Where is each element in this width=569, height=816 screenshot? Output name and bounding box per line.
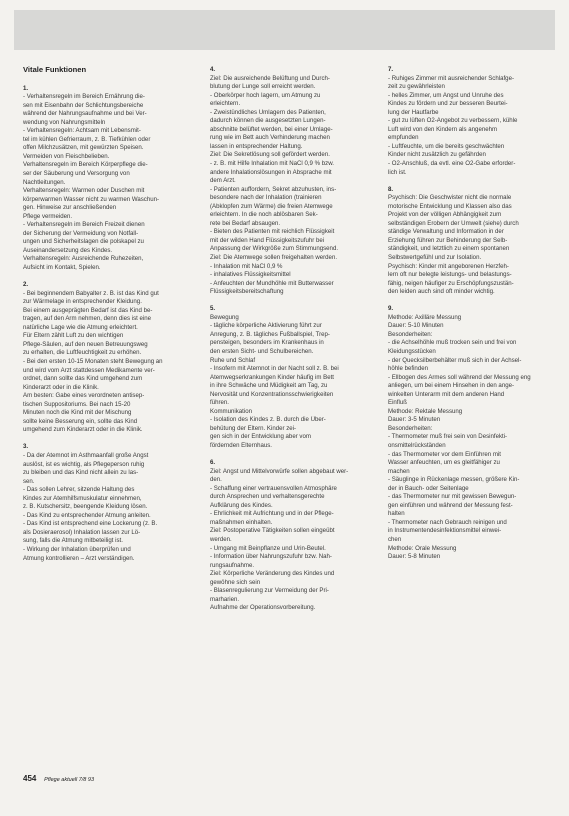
text-line: Pflege-Säulen, auf den neuen Betreuungsweg [23,340,148,348]
text-line: lern oft nur belegte leistungs- und belastungs- [388,271,512,279]
text-line: dadurch können die ausgesetzten Lungen- [210,117,326,125]
text-line: in ihre Schwäche und Müdigkeit am Tag, zu [210,382,328,390]
text-line: wendung von Nahrungsmitteln [23,118,106,126]
text-line: Verhaltensregeln im Bereich Körperpflege die- [23,161,148,169]
text-line: zu erhalten, die Luftfeuchtigkeit zu erhöhen. [23,349,142,357]
text-line: chen [388,535,402,543]
text-line: - Bieten des Patienten mit reichlich Flüssigkeit [210,228,335,236]
text-line: - Ellbogen des Armes soll während der Messung eng [388,373,531,381]
text-line: onsmittelrückständen [388,441,446,449]
text-line: fähig, neigen häufiger zu Erschöpfungszustän- [388,279,514,287]
text-line: - Thermometer muß frei sein von Desinfekti- [388,433,508,441]
text-line: selbständigen Erobern der Umwelt (siehe) durch [388,219,519,227]
answer-number: 3. [23,443,29,451]
text-line: lassen in entsprechender Haltung. [210,142,303,150]
text-line: - Anfeuchten der Mundhöhle mit Butterwasser [210,279,334,287]
text-line: der in Bauch- oder Seitenlage [388,484,469,492]
header-band [14,10,555,50]
article-heading: Vitale Funktionen [23,65,87,74]
text-line: Dauer: 5-10 Minuten [388,322,444,330]
text-line: als Dosieraerosol) Inhalation lassen zur Lö- [23,528,141,536]
text-line: Pflege vermeiden. [23,212,73,220]
journal-name: Pflege aktuell 7/8 93 [44,777,95,783]
text-line: Projekt von der völligen Abhängigkeit zum [388,211,502,219]
text-line: - Das sollen Lehrer, sitzende Haltung des [23,486,135,494]
text-line: rete bei Bedarf absaugen. [210,219,281,227]
column-middle [210,66,380,621]
text-line: mit der wilden Hand Flüssigkeitszufuhr bei [210,236,325,244]
text-line: Flüssigkeitsbereitschaftung [210,288,284,296]
answer-block [210,459,380,613]
text-line: - Zweistündliches Umlagern des Patienten, [210,108,326,116]
text-line: - Säuglinge in Rückenlage messen, größere Kin- [388,476,520,484]
text-line: sung, falls die Atmung mitbeteiligt ist. [23,537,123,545]
text-line: Für Eltern zählt Luft zu den wichtigen [23,332,124,340]
text-line: Atemwegserkrankungen Kinder häufig im Bett [210,373,334,381]
text-line: - Ehrlichkeit mit Aufrichtung und in der Pflege- [210,510,334,518]
text-line: Nachtleitungen. [23,178,66,186]
text-line: - Ruhiges Zimmer mit ausreichender Schlafge- [388,74,514,82]
text-line: - Da der Atemnot im Asthmaanfall große Angst [23,451,149,459]
text-line: Aufsicht im Kontakt, Spielen. [23,264,101,272]
text-line: - Luftfeuchte, um die bereits geschwächten [388,142,505,150]
text-line: sen mit Eisenbahn der Schlichtungsbereiche [23,101,144,109]
text-line: Verhaltensregeln: Warmen oder Duschen mit [23,187,145,195]
text-line: rung wie im Bett auch Verhinderung machen [210,134,330,142]
text-line: Methode: Axilläre Messung [388,313,462,321]
text-line: Erziehung führen zur Behinderung der Selb- [388,236,508,244]
text-line: der Sicherung der Vermeidung von Notfall- [23,229,139,237]
text-line: - z. B. mit Hilfe Inhalation mit NaCl 0,9 % bzw. [210,160,334,168]
text-line: halten [388,510,405,518]
answer-block [388,305,554,561]
text-line: Dauer: 3-5 Minuten [388,416,441,424]
text-line: Kindes zu fördern und zur besseren Beurtei- [388,100,508,108]
text-line: höhle befinden [388,365,428,373]
text-line: ungen und Sicherheitslagen die polskapel zu [23,238,144,246]
text-line: führen. [210,399,229,407]
text-line: Minuten noch die Kind mit der Mischung [23,409,132,417]
text-line: motorische Entwicklung und Klassen also das [388,202,512,210]
text-line: - Das Kind zu entsprechender Atmung anleiten. [23,511,151,519]
text-line: ständigkeit, und letztlich zu einem spontanen [388,245,510,253]
text-line: zeit zu gewährleisten [388,83,445,91]
text-line: - Bei beginnendem Babyalter z. B. ist das Kind gut [23,289,159,297]
text-line: besondere nach der Inhalation (trainieren [210,194,322,202]
text-line: tel im kühlen Gefrierraum, z. B. Tiefkühlen oder [23,135,151,143]
text-line: Auseinandersetzung des Kindes. [23,246,113,254]
text-line: gen. Hinweise zur anschließenden [23,204,117,212]
text-line: rungsaufnahme. [210,561,255,569]
answer-block [210,66,380,297]
text-line: in Instrumentendesinfektionsmittel einwei- [388,527,502,535]
answer-number: 5. [210,305,216,313]
text-line: Anregung, z. B. tägliches Fußballspiel, Trep- [210,330,330,338]
text-line: - Insofern mit Atemnot in der Nacht soll z. B. bei [210,365,339,373]
text-line: z. B. Kutschersitz, beengende Kleidung lösen. [23,503,148,511]
text-line: empfunden [388,134,419,142]
answer-number: 9. [388,305,394,313]
answer-block [210,305,380,450]
column-left [23,66,201,572]
answer-block [23,281,201,435]
text-line: Psychisch: Kinder mit angeborenen Herzfeh- [388,262,509,270]
text-line: Besonderheiten: [388,424,433,432]
text-line: - Patienten auffordern, Sekret abzuhusten, ins- [210,185,337,193]
text-line: Kindes zur Atemhilfsmuskulatur einnehmen, [23,494,142,502]
text-line: tischen Suppositoriums. Bei nach 15-20 [23,400,131,408]
text-line: - das Thermometer nur mit gewissen Bewegun- [388,493,517,501]
text-line: Ziel: Die Sekretlösung soll gefördert werden. [210,151,330,159]
text-line: Luft wird von den Kindern als angenehm [388,125,498,133]
text-line: Aufklärung des Kindes. [210,501,273,509]
answer-block [23,443,201,563]
text-line: durch Ansprechen und verhaltensgerechte [210,493,325,501]
text-line: - Oberkörper hoch lagern, um Atmung zu [210,91,321,99]
text-line: Ziel: Die Atemwege sollen freigehalten werden. [210,254,338,262]
text-line: fördernden Elternhaus. [210,442,272,450]
text-line: Atmung kontrollieren – Arzt verständigen. [23,554,135,562]
text-line: Kommunikation [210,407,252,415]
text-line: - Das Kind ist entsprechend eine Lockerung (z. B. [23,520,158,528]
text-line: ordnet, dann sollte das Kind umgehend zum [23,375,143,383]
text-line: Methode: Rektale Messung [388,407,463,415]
text-line: Am besten: Gabe eines verordneten antisep- [23,392,145,400]
answer-number: 2. [23,281,29,289]
text-line: - Umgang mit Beinpflanze und Urin-Beutel. [210,544,326,552]
text-line: lung der Hautfarbe [388,108,439,116]
text-line: erleichtern. [210,100,241,108]
text-line: und wird vom Arzt stattdessen Medikamente ver- [23,366,155,374]
answer-number: 8. [388,185,394,193]
text-line: gen einführen und während der Messung fest- [388,501,513,509]
answer-number: 6. [210,459,216,467]
text-line: blutung der Lunge soll erreicht werden. [210,83,316,91]
text-line: den leiden auch sind oft minder wichtig. [388,288,495,296]
text-line: - Verhaltensregeln: Achtsam mit Lebensmit- [23,127,141,135]
text-line: Ruhe und Schlaf [210,356,256,364]
text-line: anliegen, um bei einem Hinsehen in den ange- [388,382,515,390]
text-line: umgehend zum Kinderarzt oder in die Klinik. [23,426,143,434]
text-line: - O2-Anschluß, da evtl. eine O2-Gabe erforder- [388,160,516,168]
text-line: - die Achselhöhle muß trocken sein und frei von [388,339,517,347]
text-line: - Schaffung einer vertrauensvollen Atmosphäre [210,484,337,492]
text-line: - Verhaltensregeln im Bereich Ernährung die- [23,93,145,101]
text-line: Kinderarzt oder in die Klinik. [23,383,99,391]
text-line: werden. [210,535,232,543]
answer-number: 4. [210,66,216,73]
text-line: behütung der Eltern. Kinder zei- [210,424,297,432]
text-line: zur Wärmelage in entsprechender Kleidung. [23,298,142,306]
text-line: - Blasenregulierung zur Vermeidung der Pri- [210,587,329,595]
text-line: Methode: Orale Messung [388,544,457,552]
text-line: ständige Verwaltung und Information in der [388,228,504,236]
text-line: maßnahmen einhalten. [210,518,273,526]
text-line: lich ist. [388,168,407,176]
text-line: - inhalatives Flüssigkeitsmittel [210,271,291,279]
text-line: den ersten Sicht- und Schulbereichen. [210,348,314,355]
text-line: Besonderheiten: [388,330,433,338]
text-line: erleichtern. In die noch ablösbaren Sek- [210,211,318,219]
text-line: Ziel: Körperliche Veränderung des Kindes und [210,570,335,578]
text-line: - Thermometer nach Gebrauch reinigen und [388,518,507,526]
answer-number: 1. [23,84,29,92]
column-right [388,66,554,570]
text-line: körperwarmen Wasser nicht zu warmen Waschun- [23,195,160,203]
text-line: - das Thermometer vor dem Einführen mit [388,450,502,458]
text-line: auslöst, ist es wichtig, als Pflegeperson ruhig [23,460,145,468]
text-line: Aufnahme der Operationsvorbereitung. [210,604,316,612]
text-line: (Abklopfen zum Wärme) die freien Atemwege [210,202,333,210]
text-line: ser der Säuberung und Versorgung von [23,170,130,178]
text-line: Ziel: Die ausreichende Belüftung und Durch- [210,74,330,82]
text-line: Kleidungsstücken [388,347,436,355]
text-line: marharien. [210,595,240,603]
answer-block [388,186,554,297]
text-line: Vermeiden von Fleischbelieben. [23,152,110,160]
page-number: 454 [23,774,37,783]
text-line: Einfluß [388,399,407,407]
text-line: - tägliche körperliche Aktivierung führt zur [210,322,322,330]
text-line: Verhaltensregeln: Ausreichende Ruhezeiten, [23,255,144,263]
text-line: gewöhne sich sein [210,578,261,586]
answer-number: 7. [388,66,394,73]
text-line: zu bleiben und das Kind nicht allein zu las- [23,469,139,477]
text-line: - Bei den ersten 10-15 Monaten steht Bewegung an [23,358,163,365]
text-line: Wasser anfeuchten, um es gleitfähiger zu [388,459,500,467]
text-line: - Wirkung der Inhalation überprüfen und [23,545,131,553]
answer-block [23,85,201,273]
text-line: dem Arzt. [210,177,236,185]
page-footer [23,774,94,783]
text-line: - Verhaltensregeln im Bereich Freizeit dienen [23,221,145,229]
text-line: natürliche Lage wie die Atmung erleichtert. [23,323,138,331]
text-line: Anpassung der Wirkgröße zum Stimmungsend. [210,245,339,253]
text-line: andere Inhalationslösungen in Absprache mit [210,168,332,176]
answer-block [388,66,554,177]
text-line: machen [388,467,410,475]
text-line: pensteigen, besonders im Krankenhaus in [210,339,324,347]
text-line: Bei einem ausgeprägten Bedarf ist das Kind be- [23,306,153,314]
text-line: - gut zu lüften O2-Angebot zu verbessern, kühle [388,117,518,125]
text-line: - Inhalation mit NaCl 0,9 % [210,262,283,270]
text-line: sen. [23,477,35,485]
text-line: - helles Zimmer, um Angst und Unruhe des [388,91,504,99]
text-line: Ziel: Angst und Mittelvorwürfe sollen abgebaut wer- [210,467,349,475]
text-line: - Information über Nahrungszufuhr bzw. Nah- [210,553,332,561]
text-line: abschnitte belüftet werden, bei einer Umlage- [210,125,333,133]
text-line: den. [210,476,222,484]
text-line: winkelten Unterarm mit dem anderen Hand [388,390,505,398]
text-line: Dauer: 5-8 Minuten [388,553,441,561]
text-line: Psychisch: Die Geschwister nicht die normale [388,194,512,202]
text-line: - der Quecksilberbehälter muß sich in der Achsel- [388,356,522,364]
text-line: Bewegung [210,313,239,321]
text-line: Kinder nicht zusätzlich zu gefährden [388,151,486,159]
text-line: tragen, auf den Arm nehmen, denn dies ist eine [23,315,152,323]
text-line: während der Nahrungsaufnahme und bei Ver- [23,110,147,118]
text-line: Nervosität und Konzentrationsschwierigkeiten [210,390,334,398]
text-line: offen Milchzusätzen, mit gewürzten Speisen. [23,144,144,152]
text-line: gen sich in der Entwicklung aber vom [210,433,311,441]
text-line: Selbstwertgefühl und zur Isolation. [388,253,482,261]
text-line: - Isolation des Kindes z. B. durch die Über- [210,416,326,424]
text-line: sollte keine Besserung ein, sollte das Kind [23,417,138,425]
text-line: Ziel: Postoperative Tätigkeiten sollen eingeübt [210,527,335,535]
